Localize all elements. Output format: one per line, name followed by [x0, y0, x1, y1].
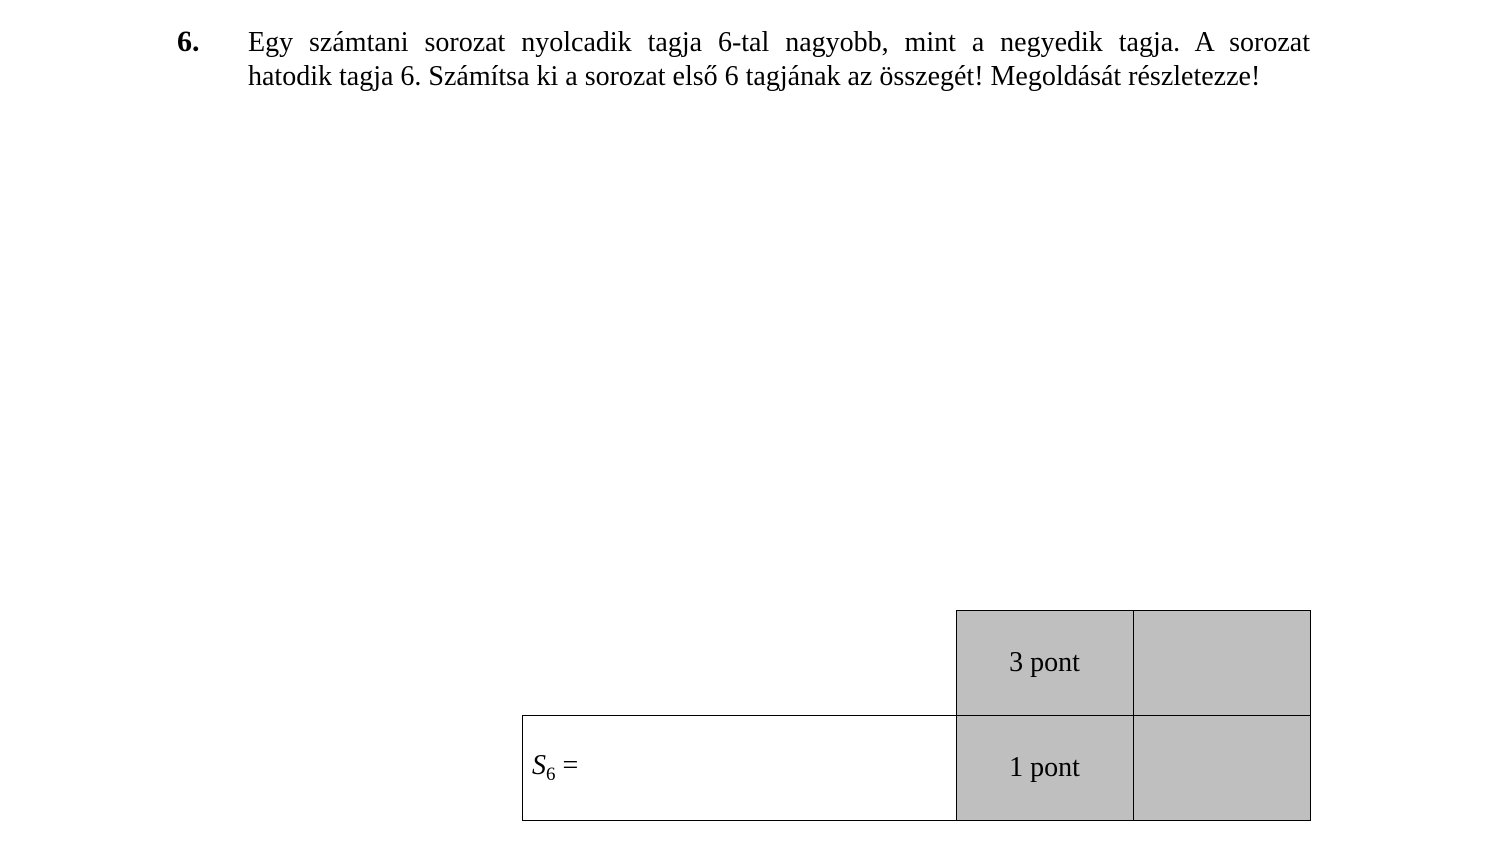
answer-label — [532, 750, 556, 785]
task-statement-line-2: hatodik tagja 6. Számítsa ki a sorozat első 6 tagjának az összegét! Megoldását részletezze! — [248, 61, 1261, 92]
answer-symbol: S — [532, 750, 546, 781]
answer-equals: = — [555, 750, 579, 781]
earned-points-cell-answer[interactable] — [1133, 716, 1310, 821]
task-number: 6. — [177, 25, 200, 58]
task-statement-line-1: Egy számtani sorozat nyolcadik tagja 6-tal nagyobb, mint a negyedik tagja. A sorozat — [248, 27, 1310, 58]
score-table — [522, 610, 1311, 821]
answer-subscript: 6 — [546, 764, 556, 785]
answer-cell[interactable] — [523, 716, 957, 821]
max-points-cell-answer: 1 pont — [956, 716, 1133, 821]
score-spacer-cell — [523, 611, 957, 716]
score-row-answer — [523, 716, 1311, 821]
earned-points-cell-solution[interactable] — [1133, 611, 1310, 716]
score-row-solution — [523, 611, 1311, 716]
task-statement — [248, 26, 1310, 94]
max-points-cell-solution: 3 pont — [956, 611, 1133, 716]
